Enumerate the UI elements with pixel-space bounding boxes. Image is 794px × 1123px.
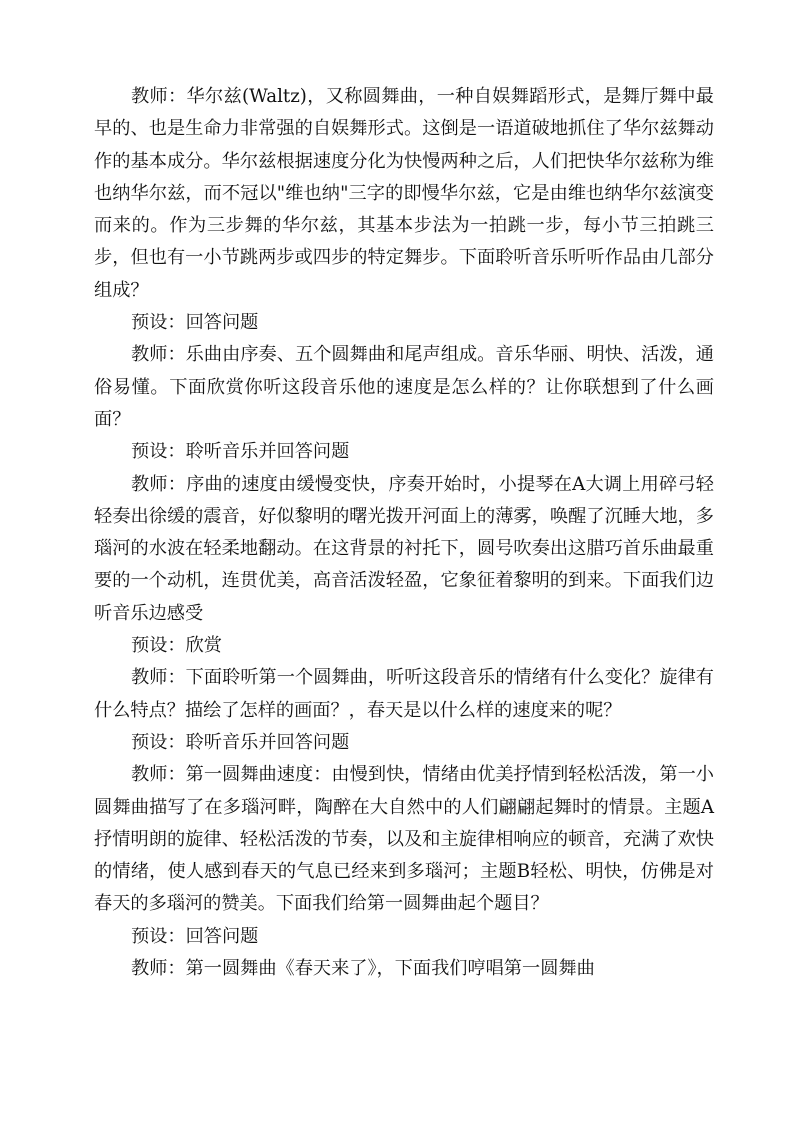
paragraph-teacher-overture: 教师：序曲的速度由缓慢变快，序奏开始时，小提琴在A大调上用碎弓轻轻奏出徐缓的震音，好似黎明的曙光拨开河面上的薄雾，唤醒了沉睡大地，多瑙河的水波在轻柔地翻动。在这背景的衬托下，圆号吹奏出这腊巧首乐曲最重要的一个动机，连贯优美，高音活泼轻盈，它象征着黎明的到来。下面我们边听音乐边感受 — [94, 473, 714, 624]
paragraph-teacher-intro: 教师：华尔兹(Waltz)，又称圆舞曲，一种自娱舞蹈形式，是舞厅舞中最早的、也是生命力非常强的自娱舞形式。这倒是一语道破地抓住了华尔兹舞动作的基本成分。华尔兹根据速度分化为快慢两种之后，人们把快华尔兹称为维也纳华尔兹，而不冠以"维也纳"三字的即慢华尔兹，它是由维也纳华尔兹演变而来的。作为三步舞的华尔兹，其基本步法为一拍跳一步，每小节三拍跳三步，但也有一小节跳两步或四步的特定舞步。下面聆听音乐听听作品由几部分组成？ — [94, 86, 714, 301]
paragraph-preset-appreciate: 预设：欣赏 — [131, 635, 222, 657]
paragraph-preset-listen-answer-2: 预设：聆听音乐并回答问题 — [131, 731, 350, 753]
paragraph-teacher-first-waltz-question: 教师：下面聆听第一个圆舞曲，听听这段音乐的情绪有什么变化？旋律有什么特点？描绘了怎样的画面？，春天是以什么样的速度来的呢？ — [94, 667, 714, 721]
paragraph-teacher-structure: 教师：乐曲由序奏、五个圆舞曲和尾声组成。音乐华丽、明快、活泼，通俗易懂。下面欣赏你听这段音乐他的速度是怎么样的？让你联想到了什么画面？ — [94, 344, 714, 430]
paragraph-teacher-first-waltz-title: 教师：第一圆舞曲《春天来了》，下面我们哼唱第一圆舞曲 — [131, 958, 595, 980]
paragraph-preset-listen-answer: 预设：聆听音乐并回答问题 — [131, 441, 350, 463]
paragraph-preset-answer-2: 预设：回答问题 — [131, 925, 259, 947]
document-body — [94, 81, 714, 985]
paragraph-preset-answer: 预设：回答问题 — [131, 312, 259, 334]
paragraph-teacher-first-waltz-analysis: 教师：第一圆舞曲速度：由慢到快，情绪由优美抒情到轻松活泼，第一小圆舞曲描写了在多瑙河畔，陶醉在大自然中的人们翩翩起舞时的情景。主题A抒情明朗的旋律、轻松活泼的节奏，以及和主旋律相响应的顿音，充满了欢快的情绪，使人感到春天的气息已经来到多瑙河；主题B轻松、明快，仿佛是对春天的多瑙河的赞美。下面我们给第一圆舞曲起个题目？ — [94, 764, 714, 915]
